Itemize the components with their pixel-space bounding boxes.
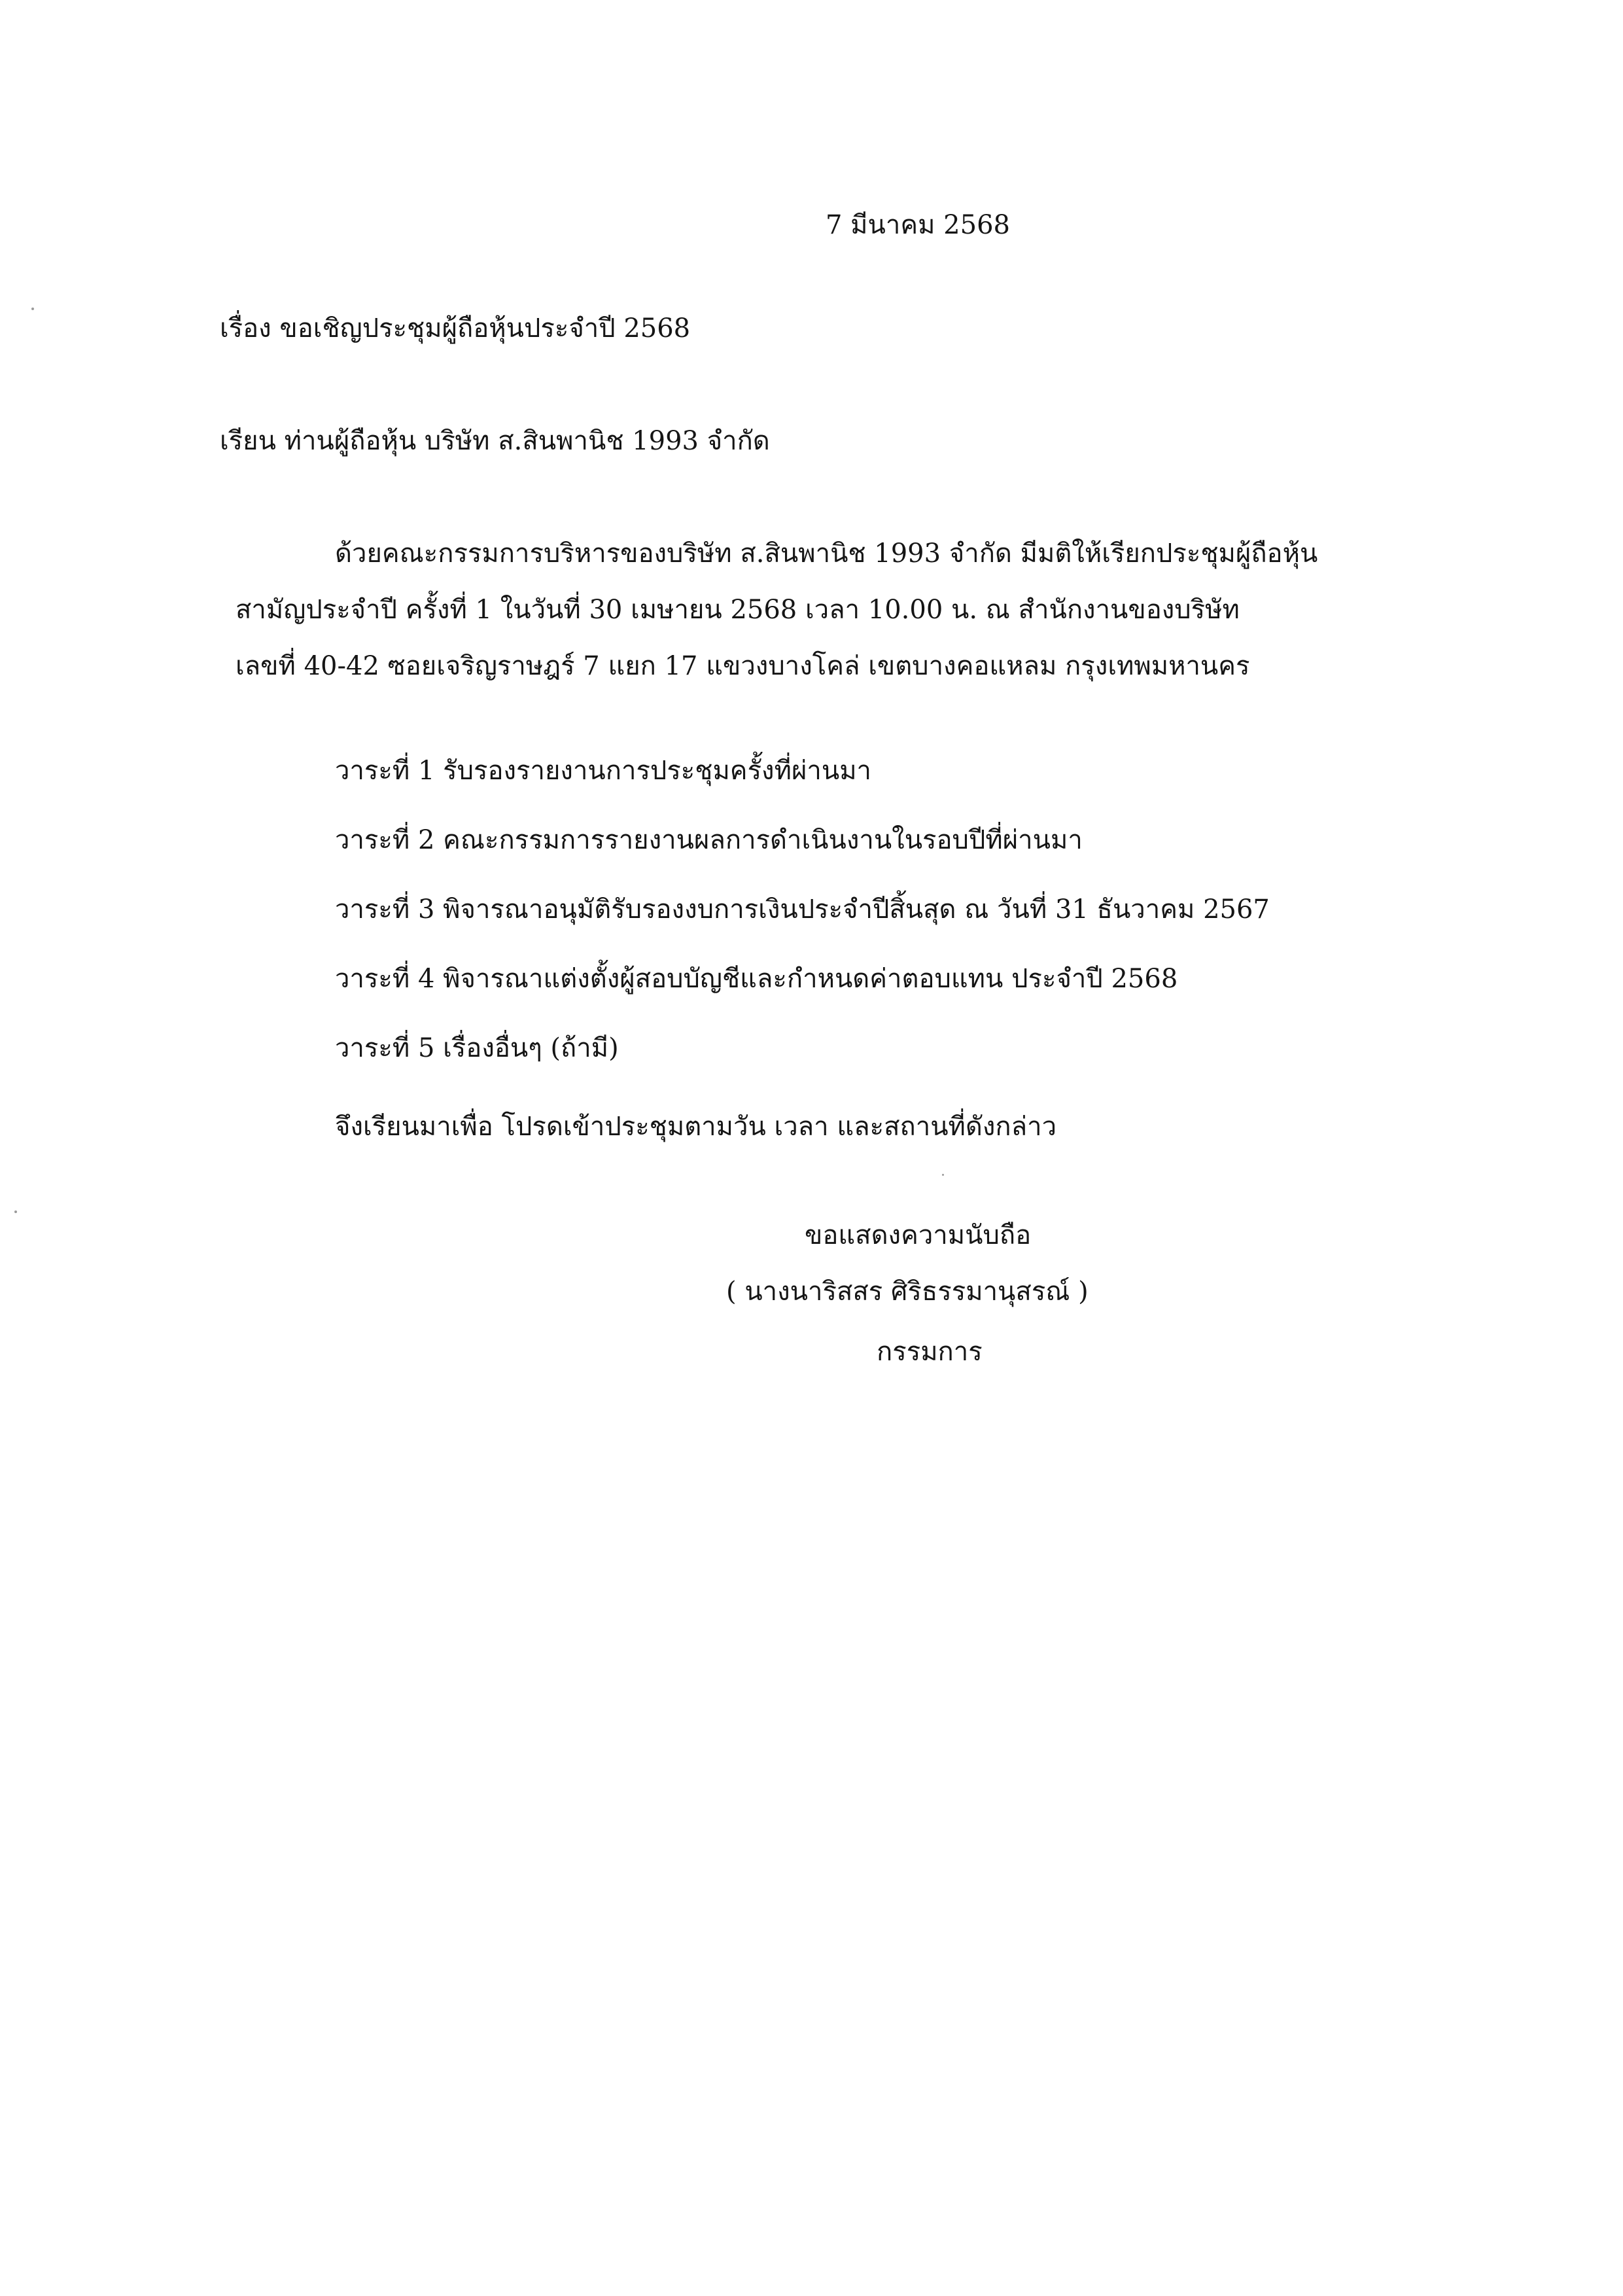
letter-addressee: เรียน ท่านผู้ถือหุ้น บริษัท ส.สินพานิช 1993 จำกัด xyxy=(220,426,770,456)
agenda-item-1: วาระที่ 1 รับรองรายงานการประชุมครั้งที่ผ่านมา xyxy=(335,756,872,786)
letter-date: 7 มีนาคม 2568 xyxy=(826,210,1010,240)
signer-position: กรรมการ xyxy=(877,1337,983,1367)
closing-sentence: จึงเรียนมาเพื่อ โปรดเข้าประชุมตามวัน เวลา และสถานที่ดังกล่าว xyxy=(335,1112,1057,1142)
scan-speck xyxy=(14,1210,17,1213)
scan-speck xyxy=(31,308,34,310)
complimentary-close: ขอแสดงความนับถือ xyxy=(805,1220,1032,1250)
body-line-2: สามัญประจำปี ครั้งที่ 1 ในวันที่ 30 เมษายน 2568 เวลา 10.00 น. ณ สำนักงานของบริษัท xyxy=(236,595,1240,625)
agenda-list xyxy=(335,754,1270,1101)
agenda-item-2: วาระที่ 2 คณะกรรมการรายงานผลการดำเนินงานในรอบปีที่ผ่านมา xyxy=(335,825,1083,855)
agenda-item-5: วาระที่ 5 เรื่องอื่นๆ (ถ้ามี) xyxy=(335,1033,619,1063)
letter-subject: เรื่อง ขอเชิญประชุมผู้ถือหุ้นประจำปี 2568 xyxy=(220,313,691,344)
body-line-3: เลขที่ 40-42 ซอยเจริญราษฎร์ 7 แยก 17 แขวงบางโคล่ เขตบางคอแหลม กรุงเทพมหานคร xyxy=(236,651,1250,681)
body-line-1: ด้วยคณะกรรมการบริหารของบริษัท ส.สินพานิช 1993 จำกัด มีมติให้เรียกประชุมผู้ถือหุ้น xyxy=(335,539,1318,569)
agenda-item-3: วาระที่ 3 พิจารณาอนุมัติรับรองงบการเงินประจำปีสิ้นสุด ณ วันที่ 31 ธันวาคม 2567 xyxy=(335,894,1270,925)
agenda-item-4: วาระที่ 4 พิจารณาแต่งตั้งผู้สอบบัญชีและกำหนดค่าตอบแทน ประจำปี 2568 xyxy=(335,964,1178,994)
signer-name: ( นางนาริสสร ศิริธรรมานุสรณ์ ) xyxy=(726,1277,1089,1307)
scan-speck xyxy=(942,1174,944,1176)
